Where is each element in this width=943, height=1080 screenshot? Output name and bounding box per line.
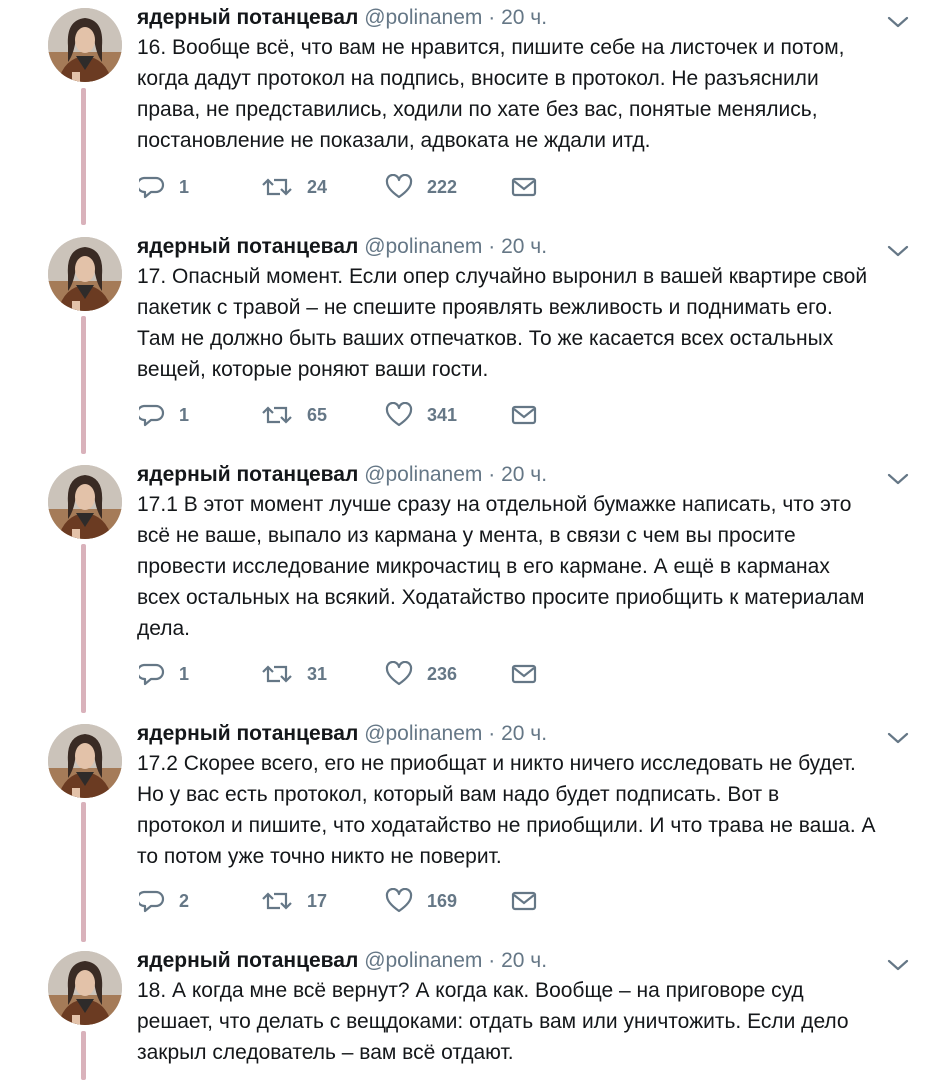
reply-icon — [139, 889, 165, 913]
like-count: 236 — [427, 663, 458, 684]
tweet[interactable] — [0, 716, 943, 943]
separator-dot: · — [488, 722, 496, 745]
tweet-text-line: решает, что делать с вещдоками: отдать вам или уничтожить. Если дело — [137, 1010, 849, 1033]
envelope-icon — [511, 890, 537, 912]
reply-icon — [139, 175, 165, 199]
tweet-text-line: 18. А когда мне всё вернут? А когда как. Вообще – на приговоре суд — [137, 979, 804, 1002]
tweet[interactable] — [0, 943, 943, 1080]
heart-icon — [385, 661, 413, 687]
envelope-icon — [511, 663, 537, 685]
tweet-actions — [137, 886, 557, 916]
tweet-header — [137, 947, 547, 975]
chevron-down-icon[interactable] — [885, 241, 911, 261]
tweet-text-line: то потом уже точно никто не поверит. — [137, 845, 502, 868]
like-button[interactable] — [385, 172, 457, 202]
tweet-actions — [137, 172, 557, 202]
retweet-icon — [261, 175, 293, 199]
reply-button[interactable] — [139, 886, 189, 916]
tweet-text — [137, 261, 927, 385]
chevron-down-icon[interactable] — [885, 955, 911, 975]
tweet-text-line: постановление не показали, адвоката не ждали итд. — [137, 129, 651, 152]
reply-button[interactable] — [139, 172, 189, 202]
separator-dot: · — [488, 463, 496, 486]
separator-dot: · — [488, 949, 496, 972]
author-name[interactable]: ядерный потанцевал — [137, 235, 359, 258]
tweet-text-line: вещей, которые роняют ваши гости. — [137, 358, 489, 381]
timestamp[interactable]: 20 ч. — [501, 949, 548, 972]
tweet-text-line: 17.1 В этот момент лучше сразу на отдельной бумажке написать, что это — [137, 493, 852, 516]
timestamp[interactable]: 20 ч. — [501, 722, 548, 745]
tweet-text-line: пакетик с травой – не спешите проявлять вежливость и поднимать его. — [137, 296, 833, 319]
tweet-text-line: протокол и пишите, что ходатайство не приобщили. И что трава не ваша. А — [137, 814, 876, 837]
chevron-down-icon[interactable] — [885, 728, 911, 748]
chevron-down-icon[interactable] — [885, 12, 911, 32]
direct-message-button[interactable] — [511, 172, 537, 202]
envelope-icon — [511, 176, 537, 198]
tweet-text-line: всё не ваше, выпало из кармана у мента, в связи с чем вы просите — [137, 524, 796, 547]
tweet-text-line: всех остальных на всякий. Ходатайство просите приобщить к материалам — [137, 586, 865, 609]
tweet-header — [137, 233, 547, 261]
author-handle[interactable]: @polinanem — [364, 463, 483, 486]
reply-icon — [139, 662, 165, 686]
avatar-photo — [48, 724, 122, 798]
reply-button[interactable] — [139, 659, 189, 689]
reply-icon — [139, 403, 165, 427]
separator-dot: · — [488, 235, 496, 258]
like-button[interactable] — [385, 400, 457, 430]
tweet-text-line: Там не должно быть ваших отпечатков. То же касается всех остальных — [137, 327, 834, 350]
tweet-text-line: 17.2 Скорее всего, его не приобщат и никто ничего исследовать не будет. — [137, 752, 856, 775]
tweet-header — [137, 461, 547, 489]
timestamp[interactable]: 20 ч. — [501, 463, 548, 486]
like-count: 169 — [427, 890, 458, 911]
direct-message-button[interactable] — [511, 400, 537, 430]
retweet-button[interactable] — [261, 172, 327, 202]
tweet-text-line: права, не представились, ходили по хате без вас, понятые менялись, — [137, 98, 818, 121]
tweet-text — [137, 975, 927, 1068]
tweet-header — [137, 720, 547, 748]
direct-message-button[interactable] — [511, 659, 537, 689]
retweet-icon — [261, 662, 293, 686]
tweet-actions — [137, 659, 557, 689]
retweet-button[interactable] — [261, 400, 327, 430]
heart-icon — [385, 888, 413, 914]
heart-icon — [385, 402, 413, 428]
tweet-text-line: дела. — [137, 617, 191, 640]
author-name[interactable]: ядерный потанцевал — [137, 463, 359, 486]
avatar[interactable] — [48, 724, 122, 798]
avatar-photo — [48, 237, 122, 311]
retweet-icon — [261, 403, 293, 427]
author-handle[interactable]: @polinanem — [364, 6, 483, 29]
reply-count: 1 — [179, 176, 190, 197]
avatar[interactable] — [48, 8, 122, 82]
avatar[interactable] — [48, 465, 122, 539]
timestamp[interactable]: 20 ч. — [501, 6, 548, 29]
author-name[interactable]: ядерный потанцевал — [137, 6, 359, 29]
avatar-photo — [48, 951, 122, 1025]
reply-button[interactable] — [139, 400, 189, 430]
heart-icon — [385, 174, 413, 200]
reply-count: 1 — [179, 663, 190, 684]
author-name[interactable]: ядерный потанцевал — [137, 949, 359, 972]
tweet-text — [137, 748, 927, 872]
retweet-button[interactable] — [261, 886, 327, 916]
tweet[interactable] — [0, 457, 943, 716]
chevron-down-icon[interactable] — [885, 469, 911, 489]
direct-message-button[interactable] — [511, 886, 537, 916]
reply-count: 2 — [179, 890, 190, 911]
tweet[interactable] — [0, 229, 943, 457]
author-handle[interactable]: @polinanem — [364, 722, 483, 745]
tweet-text-line: когда дадут протокол на подпись, вносите в протокол. Не разъяснили — [137, 67, 819, 90]
retweet-count: 65 — [307, 404, 328, 425]
tweet-text — [137, 32, 927, 156]
tweet-text-line: провести исследование микрочастиц в его кармане. А ещё в карманах — [137, 555, 830, 578]
tweet-actions — [137, 400, 557, 430]
timestamp[interactable]: 20 ч. — [501, 235, 548, 258]
retweet-button[interactable] — [261, 659, 327, 689]
tweet[interactable] — [0, 0, 943, 229]
like-count: 222 — [427, 176, 458, 197]
tweet-text-line: закрыл следователь – вам всё отдают. — [137, 1041, 514, 1064]
tweet-text — [137, 489, 927, 644]
author-name[interactable]: ядерный потанцевал — [137, 722, 359, 745]
avatar[interactable] — [48, 237, 122, 311]
tweet-header — [137, 4, 547, 32]
like-count: 341 — [427, 404, 458, 425]
author-handle[interactable]: @polinanem — [364, 949, 483, 972]
avatar[interactable] — [48, 951, 122, 1025]
avatar-photo — [48, 465, 122, 539]
tweet-text-line: 17. Опасный момент. Если опер случайно выронил в вашей квартире свой — [137, 265, 868, 288]
retweet-count: 31 — [307, 663, 328, 684]
tweet-text-line: Но у вас есть протокол, который вам надо будет подписать. Вот в — [137, 783, 780, 806]
like-button[interactable] — [385, 886, 457, 916]
like-button[interactable] — [385, 659, 457, 689]
retweet-count: 24 — [307, 176, 328, 197]
retweet-icon — [261, 889, 293, 913]
avatar-photo — [48, 8, 122, 82]
envelope-icon — [511, 404, 537, 426]
tweet-text-line: 16. Вообще всё, что вам не нравится, пишите себе на листочек и потом, — [137, 36, 845, 59]
author-handle[interactable]: @polinanem — [364, 235, 483, 258]
separator-dot: · — [488, 6, 496, 29]
reply-count: 1 — [179, 404, 190, 425]
retweet-count: 17 — [307, 890, 328, 911]
